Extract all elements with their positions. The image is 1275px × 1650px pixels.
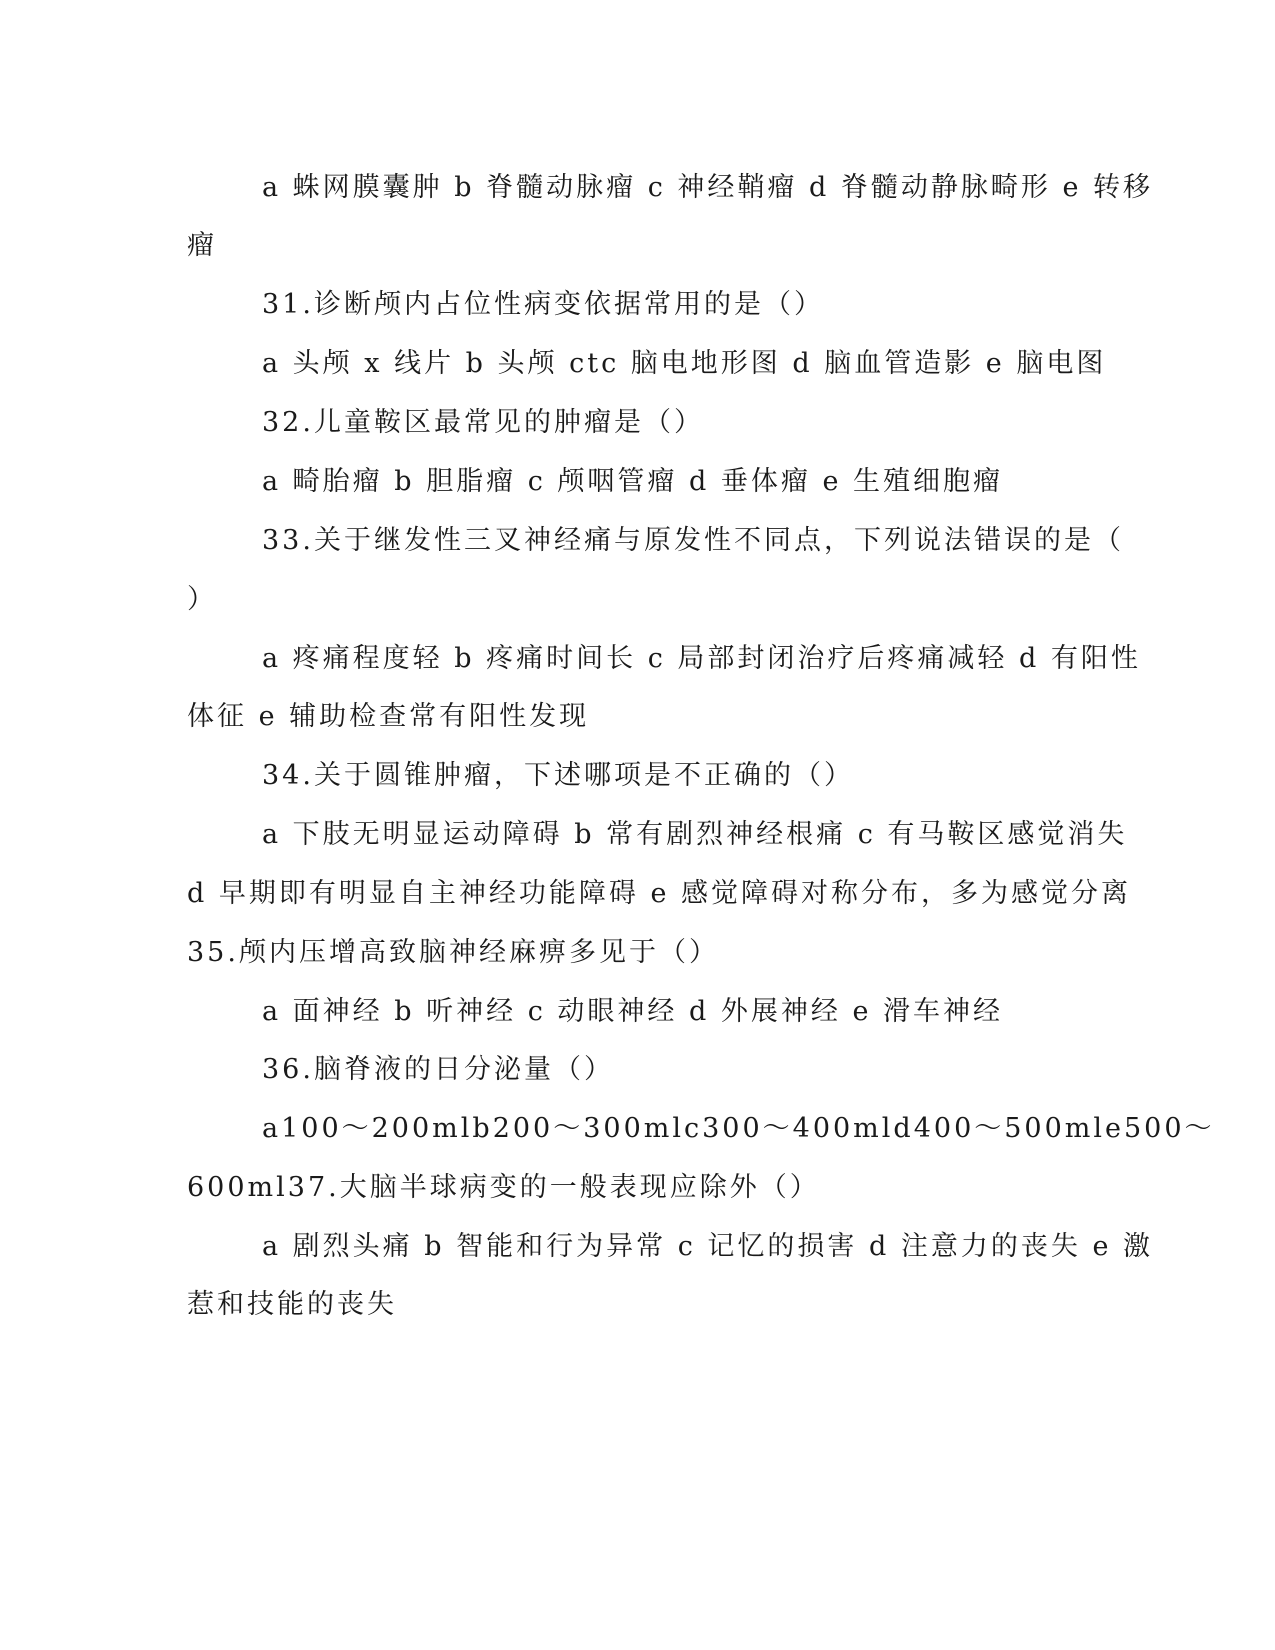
- q32-options: a 畸胎瘤 b 胆脂瘤 c 颅咽管瘤 d 垂体瘤 e 生殖细胞瘤: [262, 466, 1004, 497]
- question-36: 36.脑脊液的日分泌量（）: [262, 1054, 614, 1085]
- q37-options-line-1: a 剧烈头痛 b 智能和行为异常 c 记忆的损害 d 注意力的丧失 e 激: [262, 1231, 1154, 1262]
- q34-options-line-2: d 早期即有明显自主神经功能障碍 e 感觉障碍对称分布，多为感觉分离: [187, 878, 1132, 909]
- q30-options-line-2: 瘤: [187, 230, 217, 261]
- question-33-line-2: ）: [187, 584, 217, 615]
- q34-options-line-1: a 下肢无明显运动障碍 b 常有剧烈神经根痛 c 有马鞍区感觉消失: [262, 819, 1128, 850]
- q37-options-line-2: 惹和技能的丧失: [187, 1289, 397, 1320]
- question-33-line-1: 33.关于继发性三叉神经痛与原发性不同点，下列说法错误的是（: [262, 525, 1124, 556]
- q35-options: a 面神经 b 听神经 c 动眼神经 d 外展神经 e 滑车神经: [262, 996, 1004, 1027]
- q30-options-line-1: a 蛛网膜囊肿 b 脊髓动脉瘤 c 神经鞘瘤 d 脊髓动静脉畸形 e 转移: [262, 172, 1154, 203]
- q31-options: a 头颅 x 线片 b 头颅 ctc 脑电地形图 d 脑血管造影 e 脑电图: [262, 348, 1107, 379]
- question-31: 31.诊断颅内占位性病变依据常用的是（）: [262, 289, 824, 320]
- question-35: 35.颅内压增高致脑神经麻痹多见于（）: [187, 937, 719, 968]
- q33-options-line-1: a 疼痛程度轻 b 疼痛时间长 c 局部封闭治疗后疼痛减轻 d 有阳性: [262, 643, 1141, 674]
- q36-options-line-1: a100～200mlb200～300mlc300～400mld400～500mle500～: [262, 1113, 1215, 1144]
- question-34: 34.关于圆锥肿瘤，下述哪项是不正确的（）: [262, 760, 854, 791]
- q36-options-line-2-question-37: 600ml37.大脑半球病变的一般表现应除外（）: [187, 1172, 820, 1203]
- q33-options-line-2: 体征 e 辅助检查常有阳性发现: [187, 701, 590, 732]
- question-32: 32.儿童鞍区最常见的肿瘤是（）: [262, 407, 704, 438]
